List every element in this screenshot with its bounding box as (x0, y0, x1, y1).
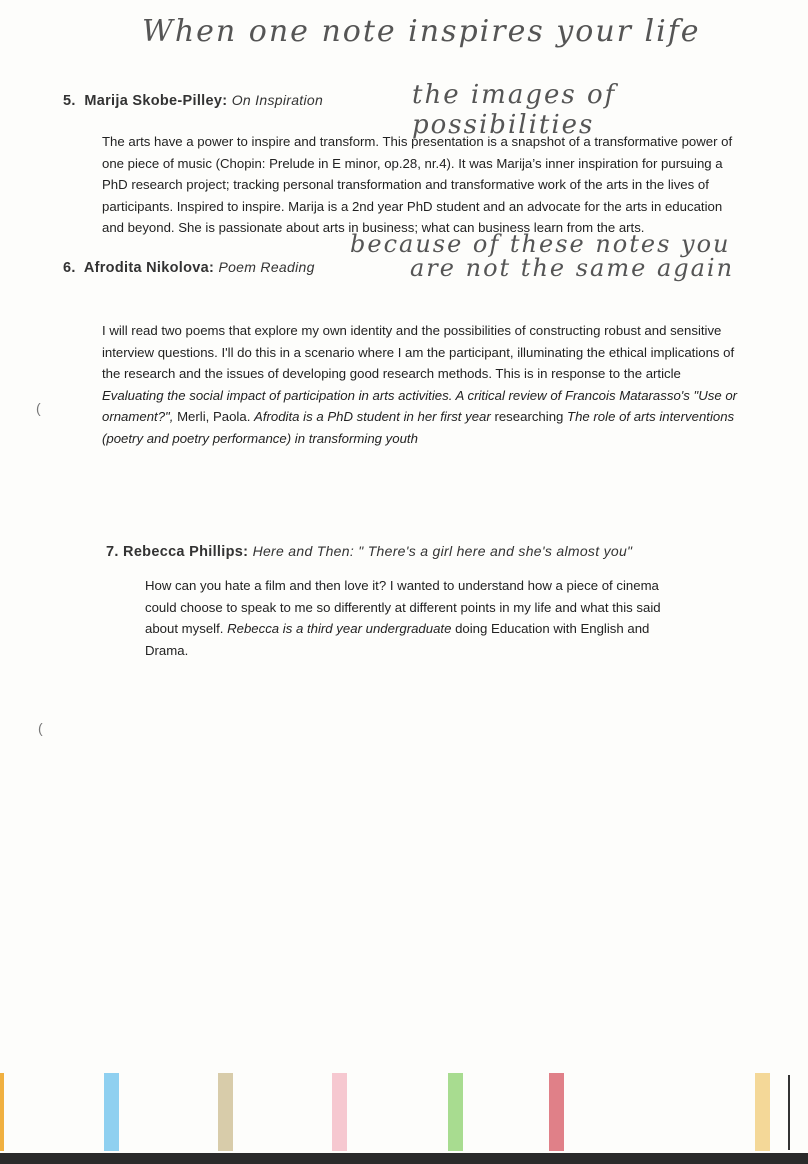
color-strip (332, 1073, 347, 1151)
color-strip (0, 1073, 4, 1151)
presenter-name: Rebecca Phillips: (123, 544, 249, 560)
presenter-name: Afrodita Nikolova: (83, 260, 215, 276)
section-7-body (145, 575, 670, 661)
scan-mark: ( (36, 400, 41, 416)
research-title: The role of arts interventions (poetry and poetry performance) in transforming youth (102, 409, 735, 446)
section-6-heading (63, 259, 315, 276)
handwritten-note-line-2: the images of possibilities (412, 80, 617, 140)
scan-mark: ( (38, 720, 43, 736)
page-edge (788, 1075, 790, 1150)
color-strip (218, 1073, 233, 1151)
presentation-title: Poem Reading (218, 259, 315, 275)
section-7-heading (106, 543, 632, 560)
handwritten-note-line-3: because of these notes you (350, 230, 731, 258)
presentation-title: Here and Then: " There's a girl here and she's almost you" (252, 543, 633, 559)
color-strip (755, 1073, 770, 1151)
body-text: I will read two poems that explore my own identity and the possibilities of constructing robust and sensitive interview questions. I'll do this in a scenario where I am the participant, illuminating the ethical implications of the research and the issues of developing good research methods. This is in response to the article (102, 323, 735, 382)
section-number: 6. (63, 260, 76, 276)
color-strip (549, 1073, 564, 1151)
section-5-body: The arts have a power to inspire and transform. This presentation is a snapshot of a transformative power of one piece of music (Chopin: Prelude in E minor, op.28, nr.4). It was Marija’s inner inspiration for pursuing a PhD research project; tracking personal transformation and transformative work of the arts in the lives of participants. Inspired to inspire. Marija is a 2nd year PhD student and an advocate for the arts in education and beyond. She is passionate about arts in business; what can business learn from the arts. (102, 134, 733, 236)
section-number: 7. (106, 544, 119, 560)
section-6-body (102, 320, 742, 450)
handwritten-note-line-1: When one note inspires your life (142, 14, 701, 49)
body-text: researching (490, 409, 568, 425)
bio-text: Rebecca is a third year undergraduate (227, 621, 452, 637)
body-text: doing Education with English and Drama. (145, 621, 650, 658)
body-text: How can you hate a film and then love it? I wanted to understand how a piece of cinema could choose to speak to me so differently at different points in my life and what this said about myself. (145, 578, 661, 637)
article-title: Evaluating the social impact of participation in arts activities. A critical review of Francois Matarasso's "Use or ornament?", (102, 387, 738, 425)
scanner-edge (0, 1153, 808, 1164)
color-strip (104, 1073, 119, 1151)
color-strip (448, 1073, 463, 1151)
bio-text: Afrodita is a PhD student in her first year (254, 409, 491, 425)
presenter-name: Marija Skobe-Pilley: (84, 93, 228, 109)
presentation-title: On Inspiration (231, 92, 324, 108)
body-text: Merli, Paola. (173, 409, 255, 425)
section-5-heading (63, 92, 323, 109)
handwritten-note-line-4: are not the same again (410, 254, 735, 282)
section-number: 5. (63, 93, 76, 109)
